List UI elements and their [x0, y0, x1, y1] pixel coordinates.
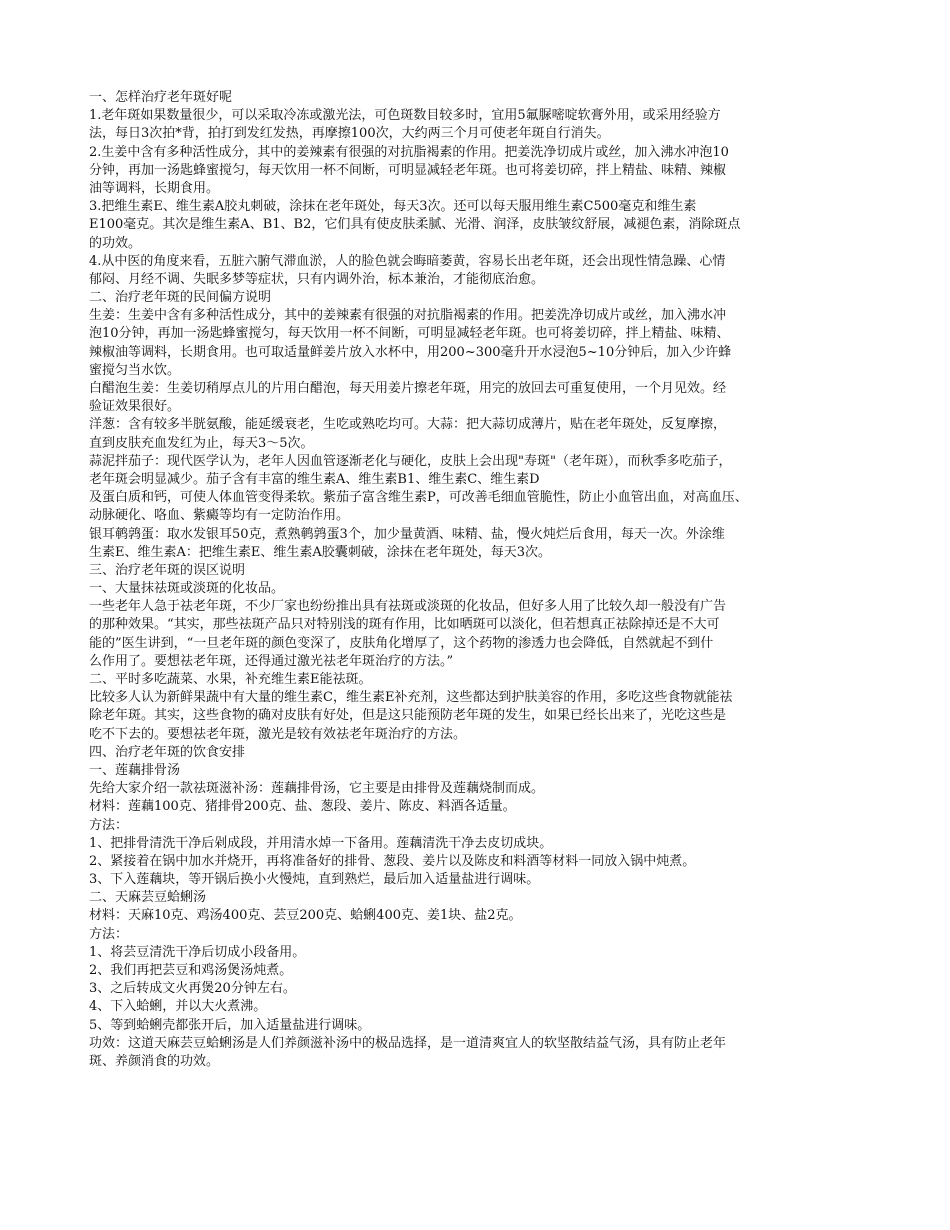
text-line: 动脉硬化、咯血、紫癜等均有一定防治作用。 [89, 508, 350, 524]
text-line: 白醋泡生姜：生姜切稍厚点儿的片用白醋泡，每天用姜片擦老年斑，用完的放回去可重复使用，一个月见效。经 [89, 381, 727, 396]
text-line: 么作用了。要想祛老年斑，还得通过激光祛老年斑治疗的方法。” [89, 653, 454, 669]
text-line: 四、治疗老年斑的饮食安排 [89, 744, 246, 760]
text-line: 老年斑会明显减少。茄子含有丰富的维生素A、维生素B1、维生素C、维生素D [89, 471, 540, 487]
text-line: 的功效。 [89, 235, 142, 251]
text-line: 除老年斑。其实，这些食物的确对皮肤有好处，但是这只能预防老年斑的发生，如果已经长出来了，光吃这些是 [89, 708, 727, 724]
text-line: E100毫克。其次是维生素A、B1、B2，它们具有使皮肤柔腻、光滑、润泽，皮肤皱纹舒展，减褪色素，消除斑点 [89, 217, 741, 233]
text-line: 功效：这道天麻芸豆蛤蜊汤是人们养颜滋补汤中的极品选择，是一道清爽宜人的软坚散结益气汤，具有防止老年 [89, 1035, 727, 1051]
text-line: 二、平时多吃蔬菜、水果，补充维生素E能祛斑。 [89, 672, 372, 687]
text-line: 直到皮肤充血发红为止，每天3～5次。 [89, 435, 314, 451]
text-line: 3.把维生素E、维生素A胶丸刺破，涂抹在老年斑处，每天3次。还可以每天服用维生素C500毫克和维生素 [89, 199, 697, 215]
text-line: 方法： [89, 817, 129, 833]
text-line: 一、怎样治疗老年斑好呢 [89, 90, 233, 105]
text-line: 二、天麻芸豆蛤蜊汤 [89, 890, 207, 906]
text-line: 吃不下去的。要想祛老年斑，激光是较有效祛老年斑治疗的方法。 [89, 726, 467, 742]
document-body [89, 89, 879, 1071]
text-line: 生素E、维生素A：把维生素E、维生素A胶囊刺破，涂抹在老年斑处，每天3次。 [89, 544, 552, 560]
text-line: 5、等到蛤蜊壳都张开后，加入适量盐进行调味。 [89, 1017, 371, 1033]
text-line: 2、我们再把芸豆和鸡汤煲汤炖煮。 [89, 963, 293, 978]
text-line: 一、大量抹祛斑或淡斑的化妆品。 [89, 581, 285, 597]
text-line: 一些老年人急于祛老年斑，不少厂家也纷纷推出具有祛斑或淡斑的化妆品，但好多人用了比较久却一般没有广告 [89, 599, 727, 615]
text-line: 比较多人认为新鲜果蔬中有大量的维生素C，维生素E补充剂，这些都达到护肤美容的作用，多吃这些食物就能祛 [89, 690, 733, 706]
text-line: 1.老年斑如果数量很少，可以采取冷冻或激光法，可色斑数目较多时，宜用5氟脲嘧啶软膏外用，或采用经验方 [89, 108, 721, 124]
text-line: 能的”医生讲到，“一旦老年斑的颜色变深了，皮肤角化增厚了，这个药物的渗透力也会降低，自然就起不到什 [89, 635, 714, 651]
text-line: 的那种效果。“其实，那些祛斑产品只对特别浅的斑有作用，比如晒斑可以淡化，但若想真正祛除掉还是不大可 [89, 617, 720, 633]
text-line: 材料：天麻10克、鸡汤400克、芸豆200克、蛤蜊400克、姜1块、盐2克。 [89, 908, 522, 924]
text-line: 及蛋白质和钙，可使人体血管变得柔软。紫茄子富含维生素P，可改善毛细血管脆性，防止小血管出血，对高血压、 [89, 490, 748, 506]
text-line: 分钟，再加一汤匙蜂蜜搅匀，每天饮用一杯不间断，可明显减轻老年斑。也可将姜切碎，拌上精盐、味精、辣椒 [89, 162, 727, 178]
text-line: 一、莲藕排骨汤 [89, 762, 181, 778]
text-line: 2.生姜中含有多种活性成分，其中的姜辣素有很强的对抗脂褐素的作用。把姜洗净切成片或丝，加入沸水冲泡10 [89, 144, 729, 160]
text-line: 郁闷、月经不调、失眠多梦等症状，只有内调外治，标本兼治，才能彻底治愈。 [89, 271, 545, 287]
text-line: 泡10分钟，再加一汤匙蜂蜜搅匀，每天饮用一杯不间断，可明显减轻老年斑。也可将姜切碎，拌上精盐、味精、 [89, 326, 730, 342]
text-line: 斑、养颜消食的功效。 [89, 1053, 220, 1069]
text-line: 银耳鹌鹑蛋：取水发银耳50克，煮熟鹌鹑蛋3个，加少量黄酒、味精、盐，慢火炖烂后食用，每天一次。外涂维 [89, 526, 725, 542]
text-line: 3、之后转成文火再煲20分钟左右。 [89, 981, 296, 997]
text-line: 4、下入蛤蜊，并以大火煮沸。 [89, 999, 267, 1015]
text-line: 三、治疗老年斑的误区说明 [89, 562, 246, 578]
text-line: 1、将芸豆清洗干净后切成小段备用。 [89, 944, 306, 960]
text-line: 方法： [89, 926, 129, 942]
text-line: 材料：莲藕100克、猪排骨200克、盐、葱段、姜片、陈皮、料酒各适量。 [89, 799, 516, 815]
text-line: 先给大家介绍一款祛斑滋补汤：莲藕排骨汤，它主要是由排骨及莲藕烧制而成。 [89, 781, 545, 797]
text-line: 洋葱：含有较多半胱氨酸，能延缓衰老，生吃或熟吃均可。大蒜：把大蒜切成薄片，贴在老年斑处，反复摩擦， [89, 417, 727, 433]
text-line: 油等调料，长期食用。 [89, 180, 220, 196]
text-line: 蒜泥拌茄子：现代医学认为，老年人因血管逐渐老化与硬化，皮肤上会出现"寿斑"（老年斑），而秋季多吃茄子， [89, 453, 732, 469]
text-line: 1、把排骨清洗干净后剁成段，并用清水焯一下备用。莲藕清洗干净去皮切成块。 [89, 835, 553, 851]
text-line: 4.从中医的角度来看，五脏六腑气滞血淤，人的脸色就会晦暗萎黄，容易长出老年斑，还会出现性情急躁、心情 [89, 253, 726, 269]
text-line: 蜜搅匀当水饮。 [89, 362, 181, 378]
text-line: 二、治疗老年斑的民间偏方说明 [89, 290, 272, 306]
text-line: 2、紧接着在锅中加水并烧开，再将准备好的排骨、葱段、姜片以及陈皮和料酒等材料一同放入锅中炖煮。 [89, 853, 696, 869]
text-line: 3、下入莲藕块，等开锅后换小火慢炖，直到熟烂，最后加入适量盐进行调味。 [89, 872, 540, 888]
text-line: 验证效果很好。 [89, 399, 181, 415]
text-line: 法，每日3次拍*背，拍打到发红发热，再摩擦100次，大约两三个月可使老年斑自行消失。 [89, 126, 610, 142]
text-line: 生姜：生姜中含有多种活性成分，其中的姜辣素有很强的对抗脂褐素的作用。把姜洗净切成片或丝，加入沸水冲 [89, 308, 727, 324]
text-line: 辣椒油等调料，长期食用。也可取适量鲜姜片放入水杯中，用200~300毫升开水浸泡5~10分钟后，加入少许蜂 [89, 344, 732, 360]
